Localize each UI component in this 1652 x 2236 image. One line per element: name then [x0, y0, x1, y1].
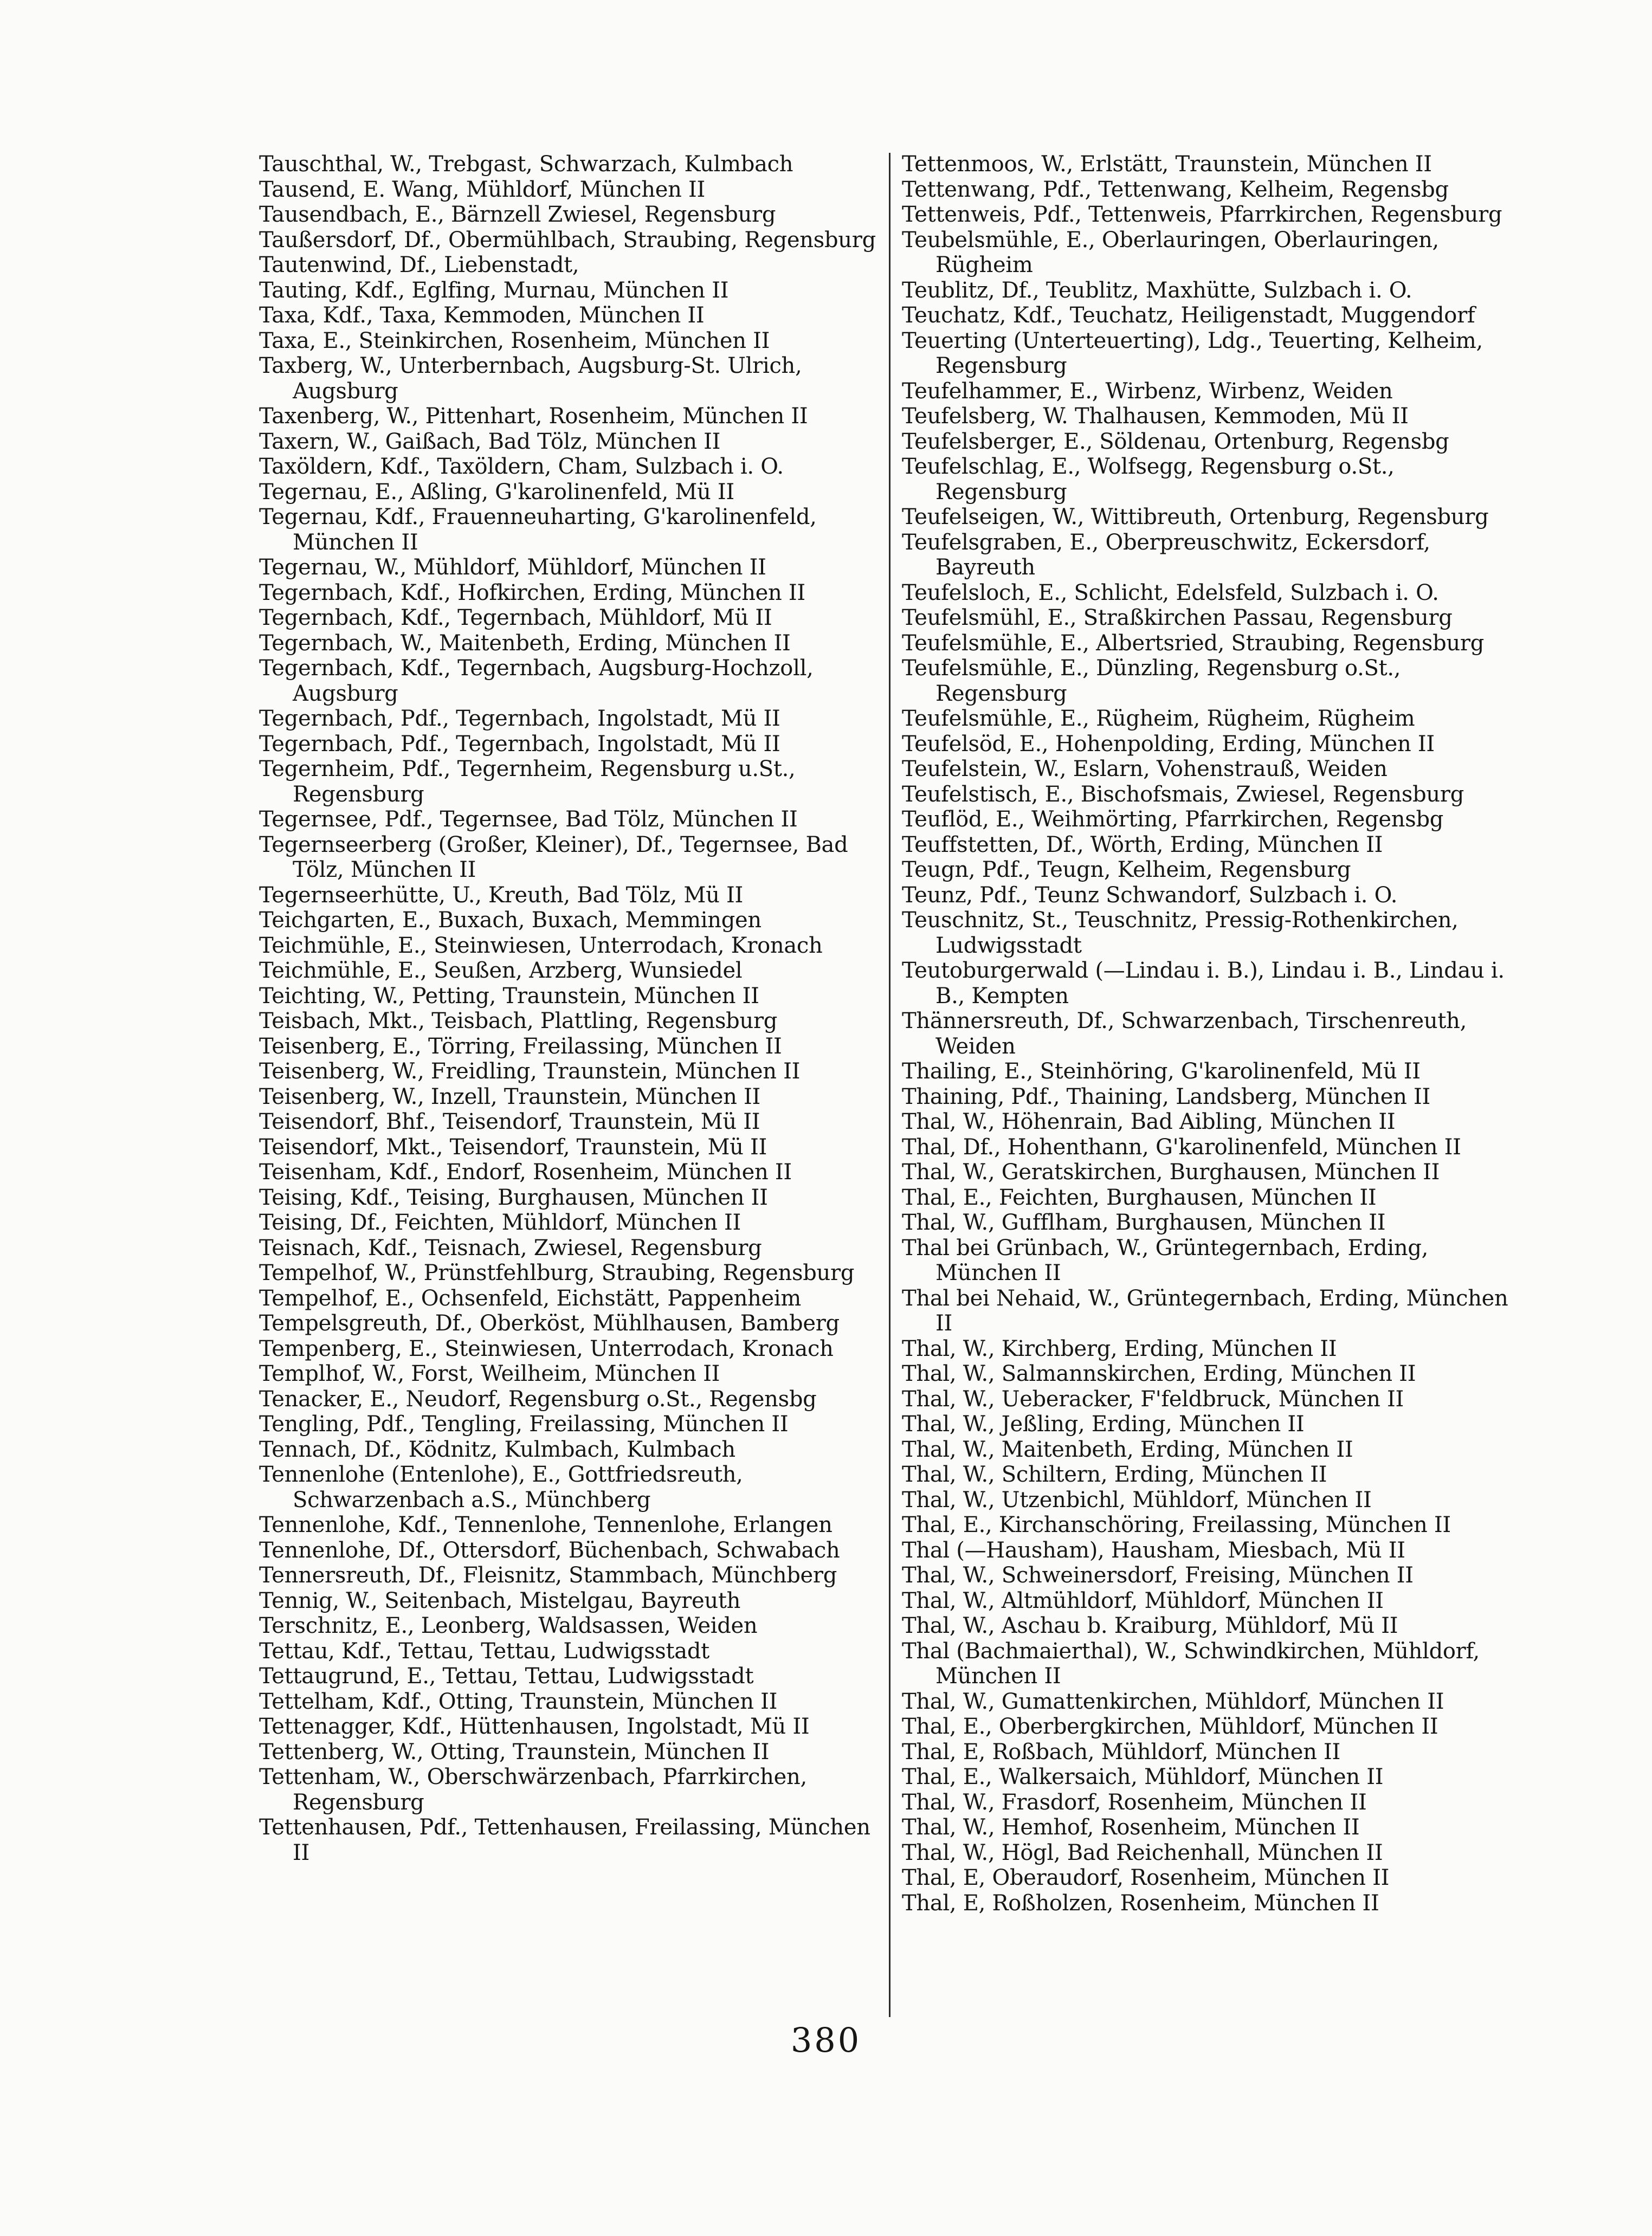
index-entry: Thal, E., Walkersaich, Mühldorf, München II — [902, 1765, 1384, 1789]
index-entry: Tennenlohe (Entenlohe), E., Gottfriedsreuth, Schwarzenbach a.S., Münchberg — [259, 1462, 743, 1513]
index-entry: Taußersdorf, Df., Obermühlbach, Straubing, Regensburg — [259, 227, 876, 253]
index-entry: Teufelstein, W., Eslarn, Vohenstrauß, Weiden — [902, 757, 1388, 781]
index-entry: Tauschthal, W., Trebgast, Schwarzach, Kulmbach — [259, 152, 793, 177]
index-entry: Teufelsgraben, E., Oberpreuschwitz, Eckersdorf, Bayreuth — [902, 529, 1430, 580]
index-entry: Teutoburgerwald (—Lindau i. B.), Lindau i. B., Lindau i. B., Kempten — [902, 958, 1505, 1009]
index-entry: Thal, E., Oberbergkirchen, Mühldorf, München II — [902, 1714, 1438, 1739]
index-entry: Tettau, Kdf., Tettau, Tettau, Ludwigsstadt — [259, 1638, 709, 1664]
index-entry: Tautenwind, Df., Liebenstadt, — [259, 253, 579, 277]
index-entry: Tegernheim, Pdf., Tegernheim, Regensburg u.St., Regensburg — [259, 757, 796, 807]
index-entry: Thal bei Grünbach, W., Grüntegernbach, Erding, München II — [902, 1235, 1429, 1285]
index-entry: Teichmühle, E., Seußen, Arzberg, Wunsiedel — [259, 958, 743, 983]
index-entry: Thal, W., Höhenrain, Bad Aibling, München II — [902, 1109, 1396, 1134]
index-entry: Thal, W., Hemhof, Rosenheim, München II — [902, 1815, 1360, 1840]
index-entry: Teufelsöd, E., Hohenpolding, Erding, München II — [902, 731, 1435, 757]
index-entry: Teufelsmühl, E., Straßkirchen Passau, Regensburg — [902, 605, 1453, 630]
index-entry: Teisbach, Mkt., Teisbach, Plattling, Regensburg — [259, 1009, 778, 1033]
index-entry: Teugn, Pdf., Teugn, Kelheim, Regensburg — [902, 857, 1351, 882]
index-entry: Tettenberg, W., Otting, Traunstein, München II — [259, 1739, 770, 1765]
index-entry: Thal, W., Högl, Bad Reichenhall, München II — [902, 1840, 1383, 1865]
index-entry: Thal, W., Kirchberg, Erding, München II — [902, 1336, 1337, 1361]
index-entry: Tempelhof, W., Prünstfehlburg, Straubing, Regensburg — [259, 1261, 855, 1285]
index-entry: Teising, Kdf., Teising, Burghausen, München II — [259, 1185, 768, 1210]
index-entry: Teisendorf, Mkt., Teisendorf, Traunstein, Mü II — [259, 1134, 767, 1160]
index-entry: Tegernau, Kdf., Frauenneuharting, G'karolinenfeld, München II — [259, 505, 817, 555]
index-entry: Teuflöd, E., Weihmörting, Pfarrkirchen, Regensbg — [902, 807, 1444, 832]
index-entry: Taxa, E., Steinkirchen, Rosenheim, München II — [259, 328, 770, 353]
index-entry: Thal, W., Schiltern, Erding, München II — [902, 1462, 1327, 1487]
index-entry: Teufelhammer, E., Wirbenz, Wirbenz, Weiden — [902, 378, 1393, 404]
index-entry: Teuffstetten, Df., Wörth, Erding, München II — [902, 832, 1383, 857]
index-entry: Thal, W., Frasdorf, Rosenheim, München II — [902, 1789, 1367, 1815]
page-number: 380 — [790, 2020, 862, 2060]
index-entry: Thal, W., Utzenbichl, Mühldorf, München II — [902, 1487, 1372, 1513]
index-entry: Teuchatz, Kdf., Teuchatz, Heiligenstadt, Muggendorf — [902, 303, 1475, 328]
index-entry: Tennersreuth, Df., Fleisnitz, Stammbach, Münchberg — [259, 1563, 837, 1588]
index-entry: Teufelsberger, E., Söldenau, Ortenburg, Regensbg — [902, 429, 1449, 454]
index-entry: Tempelsgreuth, Df., Oberköst, Mühlhausen, Bamberg — [259, 1311, 840, 1336]
column-divider — [889, 153, 890, 2017]
index-entry: Teisendorf, Bhf., Teisendorf, Traunstein, Mü II — [259, 1109, 760, 1134]
index-entry: Thal, W., Maitenbeth, Erding, München II — [902, 1437, 1353, 1462]
index-entry: Tennig, W., Seitenbach, Mistelgau, Bayreuth — [259, 1588, 741, 1613]
index-entry: Thännersreuth, Df., Schwarzenbach, Tirschenreuth, Weiden — [902, 1009, 1467, 1059]
index-entry: Thailing, E., Steinhöring, G'karolinenfeld, Mü II — [902, 1059, 1421, 1084]
index-entry: Teunz, Pdf., Teunz Schwandorf, Sulzbach i. O. — [902, 882, 1398, 908]
index-entry: Teisenham, Kdf., Endorf, Rosenheim, München II — [259, 1160, 792, 1185]
index-entry: Tengling, Pdf., Tengling, Freilassing, München II — [259, 1412, 789, 1437]
index-entry: Tettenagger, Kdf., Hüttenhausen, Ingolstadt, Mü II — [259, 1714, 810, 1739]
index-entry: Teisenberg, W., Inzell, Traunstein, München II — [259, 1084, 761, 1109]
index-entry: Thal, Df., Hohenthann, G'karolinenfeld, München II — [902, 1134, 1461, 1160]
index-entry: Tettenhausen, Pdf., Tettenhausen, Freilassing, München II — [259, 1815, 870, 1865]
index-entry: Teufelsmühle, E., Rügheim, Rügheim, Rügheim — [902, 706, 1415, 731]
index-entry: Tennenlohe, Df., Ottersdorf, Büchenbach, Schwabach — [259, 1537, 840, 1563]
index-entry: Thal, W., Schweinersdorf, Freising, München II — [902, 1563, 1414, 1588]
index-entry: Tettenwang, Pdf., Tettenwang, Kelheim, Regensbg — [902, 177, 1449, 202]
index-entry: Teichmühle, E., Steinwiesen, Unterrodach, Kronach — [259, 933, 823, 958]
index-entry: Tettenweis, Pdf., Tettenweis, Pfarrkirchen, Regensburg — [902, 202, 1502, 227]
index-entry: Tegernbach, W., Maitenbeth, Erding, München II — [259, 630, 791, 656]
index-entry: Tegernbach, Pdf., Tegernbach, Ingolstadt, Mü II — [259, 731, 780, 757]
index-entry: Terschnitz, E., Leonberg, Waldsassen, Weiden — [259, 1613, 758, 1638]
index-entry: Tausend, E. Wang, Mühldorf, München II — [259, 177, 705, 202]
index-entry: Tegernseerberg (Großer, Kleiner), Df., Tegernsee, Bad Tölz, München II — [259, 832, 848, 882]
index-entry: Tettenham, W., Oberschwärzenbach, Pfarrkirchen, Regensburg — [259, 1765, 807, 1815]
index-entry: Tegernbach, Kdf., Tegernbach, Mühldorf, Mü II — [259, 605, 772, 630]
index-entry: Taxern, W., Gaißach, Bad Tölz, München II — [259, 429, 721, 454]
index-entry: Thal (—Hausham), Hausham, Miesbach, Mü II — [902, 1537, 1405, 1563]
left-column — [259, 152, 885, 1865]
index-entry: Thal, W., Altmühldorf, Mühldorf, München II — [902, 1588, 1384, 1613]
index-entry: Taxenberg, W., Pittenhart, Rosenheim, München II — [259, 404, 808, 429]
index-entry: Teuschnitz, St., Teuschnitz, Pressig-Rothenkirchen, Ludwigsstadt — [902, 908, 1459, 958]
index-entry: Teisnach, Kdf., Teisnach, Zwiesel, Regensburg — [259, 1235, 762, 1261]
index-entry: Teufelsmühle, E., Dünzling, Regensburg o.St., Regensburg — [902, 656, 1401, 706]
index-entry: Tegernau, W., Mühldorf, Mühldorf, München II — [259, 555, 766, 580]
index-entry: Thaining, Pdf., Thaining, Landsberg, München II — [902, 1084, 1430, 1109]
index-entry: Teising, Df., Feichten, Mühldorf, München II — [259, 1210, 741, 1235]
index-entry: Templhof, W., Forst, Weilheim, München II — [259, 1361, 720, 1386]
index-entry: Taxberg, W., Unterbernbach, Augsburg-St. Ulrich, Augsburg — [259, 353, 802, 404]
index-entry: Thal, E, Oberaudorf, Rosenheim, München II — [902, 1865, 1390, 1890]
index-entry: Teisenberg, W., Freidling, Traunstein, München II — [259, 1059, 801, 1084]
index-entry: Thal, W., Jeßling, Erding, München II — [902, 1412, 1305, 1437]
index-entry: Teufelschlag, E., Wolfsegg, Regensburg o.St., Regensburg — [902, 454, 1395, 505]
index-entry: Thal, W., Gufflham, Burghausen, München II — [902, 1210, 1386, 1235]
index-entry: Teisenberg, E., Törring, Freilassing, München II — [259, 1033, 782, 1059]
index-entry: Teichting, W., Petting, Traunstein, München II — [259, 983, 759, 1009]
index-entry: Thal, W., Aschau b. Kraiburg, Mühldorf, Mü II — [902, 1613, 1398, 1638]
index-entry: Teufelsberg, W. Thalhausen, Kemmoden, Mü II — [902, 404, 1409, 429]
index-entry: Tausendbach, E., Bärnzell Zwiesel, Regensburg — [259, 202, 776, 227]
index-entry: Teuerting (Unterteuerting), Ldg., Teuerting, Kelheim, Regensburg — [902, 328, 1483, 378]
index-entry: Thal, E, Roßbach, Mühldorf, München II — [902, 1739, 1340, 1765]
right-column — [902, 152, 1528, 1916]
index-entry: Tennach, Df., Ködnitz, Kulmbach, Kulmbach — [259, 1437, 735, 1462]
index-entry: Tauting, Kdf., Eglfing, Murnau, München II — [259, 277, 729, 303]
index-entry: Thal, W., Ueberacker, F'feldbruck, München II — [902, 1386, 1404, 1412]
index-entry: Tempelhof, E., Ochsenfeld, Eichstätt, Pappenheim — [259, 1285, 802, 1311]
index-entry: Teubelsmühle, E., Oberlauringen, Oberlauringen, Rügheim — [902, 227, 1439, 277]
index-entry: Tettenmoos, W., Erlstätt, Traunstein, München II — [902, 152, 1432, 177]
index-entry: Thal, E., Kirchanschöring, Freilassing, München II — [902, 1513, 1451, 1537]
index-entry: Thal bei Nehaid, W., Grüntegernbach, Erding, München II — [902, 1285, 1508, 1336]
index-entry: Tegernseerhütte, U., Kreuth, Bad Tölz, Mü II — [259, 882, 743, 908]
index-entry: Thal (Bachmaierthal), W., Schwindkirchen, Mühldorf, München II — [902, 1638, 1480, 1689]
index-entry: Taxa, Kdf., Taxa, Kemmoden, München II — [259, 303, 705, 328]
index-entry: Tettaugrund, E., Tettau, Tettau, Ludwigsstadt — [259, 1664, 754, 1689]
index-entry: Tenacker, E., Neudorf, Regensburg o.St., Regensbg — [259, 1386, 817, 1412]
index-entry: Thal, W., Salmannskirchen, Erding, München II — [902, 1361, 1416, 1386]
index-entry: Teufelsloch, E., Schlicht, Edelsfeld, Sulzbach i. O. — [902, 580, 1439, 605]
index-entry: Tegernau, E., Aßling, G'karolinenfeld, Mü II — [259, 479, 734, 505]
index-entry: Tegernbach, Kdf., Tegernbach, Augsburg-Hochzoll, Augsburg — [259, 656, 814, 706]
index-entry: Thal, E, Roßholzen, Rosenheim, München II — [902, 1890, 1379, 1916]
index-entry: Tempenberg, E., Steinwiesen, Unterrodach, Kronach — [259, 1336, 834, 1361]
index-entry: Teufelstisch, E., Bischofsmais, Zwiesel, Regensburg — [902, 781, 1464, 807]
index-entry: Thal, W., Geratskirchen, Burghausen, München II — [902, 1160, 1440, 1185]
index-entry: Teufelsmühle, E., Albertsried, Straubing, Regensburg — [902, 630, 1485, 656]
index-entry: Tettelham, Kdf., Otting, Traunstein, München II — [259, 1689, 778, 1714]
index-entry: Thal, W., Gumattenkirchen, Mühldorf, München II — [902, 1689, 1444, 1714]
index-entry: Tegernbach, Kdf., Hofkirchen, Erding, München II — [259, 580, 805, 605]
index-entry: Tegernsee, Pdf., Tegernsee, Bad Tölz, München II — [259, 807, 798, 832]
index-entry: Thal, E., Feichten, Burghausen, München II — [902, 1185, 1377, 1210]
index-entry: Tennenlohe, Kdf., Tennenlohe, Tennenlohe, Erlangen — [259, 1513, 833, 1537]
index-entry: Taxöldern, Kdf., Taxöldern, Cham, Sulzbach i. O. — [259, 454, 784, 479]
index-entry: Teichgarten, E., Buxach, Buxach, Memmingen — [259, 908, 762, 933]
index-entry: Teufelseigen, W., Wittibreuth, Ortenburg, Regensburg — [902, 505, 1489, 529]
index-entry: Teublitz, Df., Teublitz, Maxhütte, Sulzbach i. O. — [902, 277, 1412, 303]
index-entry: Tegernbach, Pdf., Tegernbach, Ingolstadt, Mü II — [259, 706, 780, 731]
